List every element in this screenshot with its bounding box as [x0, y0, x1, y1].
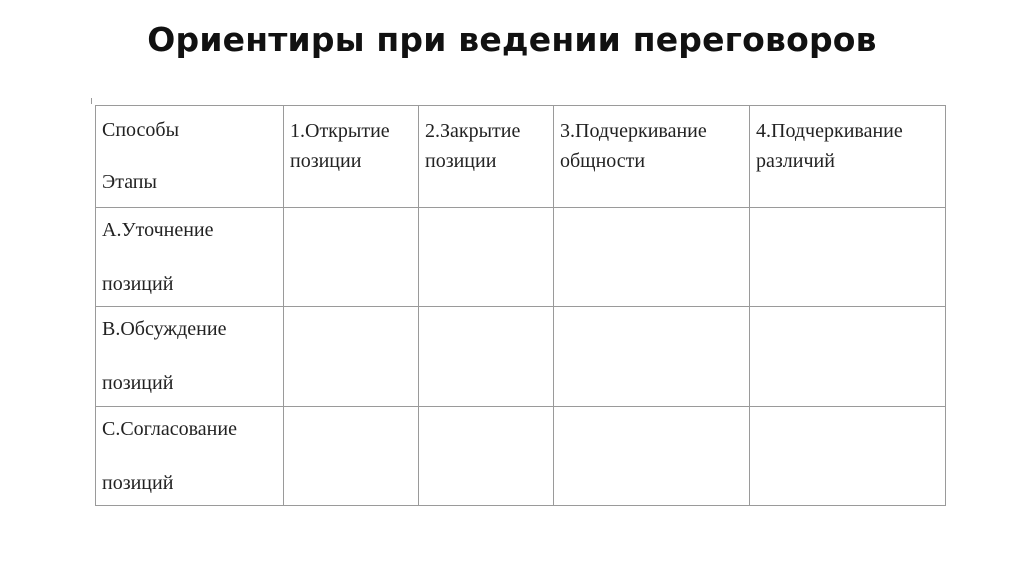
row-header-line1: В.Обсуждение [102, 318, 227, 340]
corner-methods-label: Способы [102, 119, 180, 141]
row-header-cell [96, 307, 284, 407]
column-header [419, 106, 554, 208]
table-cell [750, 208, 946, 307]
slide-title: Ориентиры при ведении переговоров [147, 20, 877, 59]
table-cell [554, 208, 750, 307]
table-corner-tick [91, 98, 92, 104]
row-header-cell [96, 407, 284, 506]
table-header-row [96, 106, 946, 208]
row-header-line2: позиций [102, 372, 174, 394]
table-container [95, 105, 945, 505]
row-header-line2: позиций [102, 472, 174, 494]
column-header [284, 106, 419, 208]
row-header-cell [96, 208, 284, 307]
table-cell [419, 407, 554, 506]
table-cell [284, 208, 419, 307]
table-row [96, 208, 946, 307]
corner-stages-label: Этапы [102, 171, 157, 193]
table-cell [419, 208, 554, 307]
header-corner-cell [96, 106, 284, 208]
row-header-line1: С.Согласование [102, 418, 237, 440]
column-header [554, 106, 750, 208]
column-header-label: 3.Подчеркивание общности [560, 120, 707, 172]
negotiation-table [95, 105, 946, 506]
column-header-label: 1.Открытие позиции [290, 120, 390, 172]
row-header-line2: позиций [102, 273, 174, 295]
row-header-line1: А.Уточнение [102, 219, 214, 241]
table-row [96, 307, 946, 407]
table-row [96, 407, 946, 506]
column-header [750, 106, 946, 208]
column-header-label: 4.Подчеркивание различий [756, 120, 903, 172]
table-cell [284, 307, 419, 407]
table-cell [419, 307, 554, 407]
table-cell [750, 407, 946, 506]
column-header-label: 2.Закрытие позиции [425, 120, 521, 172]
table-cell [554, 407, 750, 506]
table-cell [750, 307, 946, 407]
table-cell [284, 407, 419, 506]
table-cell [554, 307, 750, 407]
